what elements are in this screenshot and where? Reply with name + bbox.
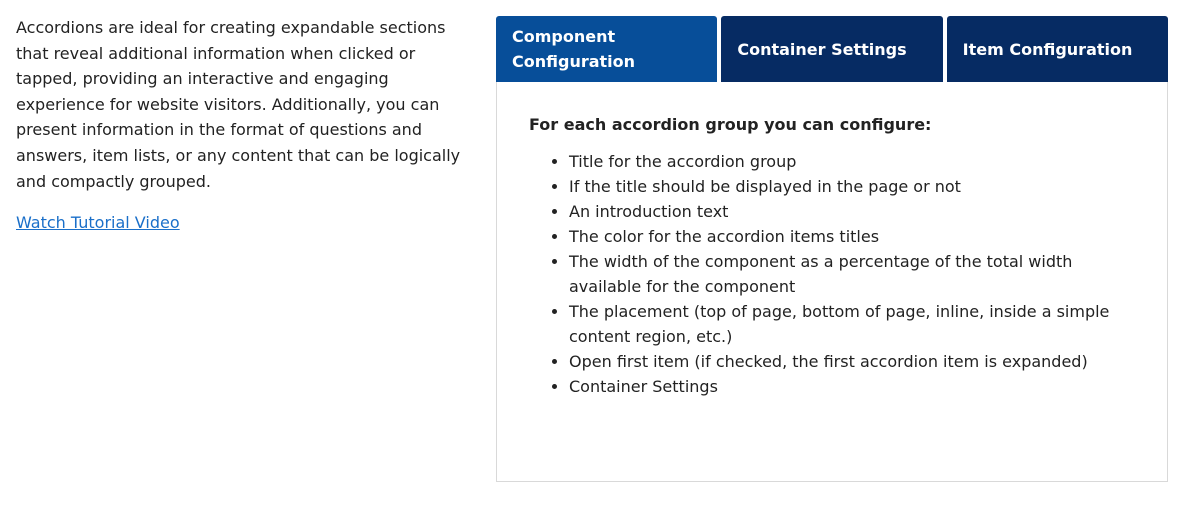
list-item: • Open first item (if checked, the first accordion item is expanded) [569,349,1135,374]
panel-heading: For each accordion group you can configure: [529,115,932,134]
intro-section [16,15,476,236]
tab-panel [496,82,1168,482]
tab-item-configuration[interactable]: Item Configuration [947,16,1168,82]
list-item: • An introduction text [569,199,1135,224]
list-item: • If the title should be displayed in the page or not [569,174,1135,199]
tab-component-configuration[interactable]: Component Configuration [496,16,717,82]
tabs-container [496,16,1168,482]
config-list [529,149,1135,399]
intro-text: Accordions are ideal for creating expandable sections that reveal additional information when clicked or tapped, providing an interactive and engaging experience for website visitors. Additionally, you can present information in the format of questions and answers, item lists, or any content that can be logically and compactly grouped. [16,18,461,191]
list-item: • The width of the component as a percentage of the total width available for the component [569,249,1135,299]
list-item: • The placement (top of page, bottom of page, inline, inside a simple content region, etc.) [569,299,1135,349]
list-item: • Container Settings [569,374,1135,399]
tab-bar [496,16,1168,82]
list-item: • Title for the accordion group [569,149,1135,174]
tab-container-settings[interactable]: Container Settings [721,16,942,82]
watch-tutorial-link[interactable]: Watch Tutorial Video [16,213,180,233]
list-item: • The color for the accordion items titles [569,224,1135,249]
